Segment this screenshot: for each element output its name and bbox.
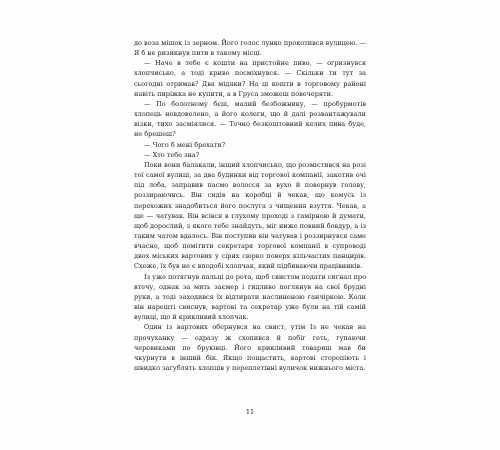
paragraph-8: Один із вартових обернувся на свист, утім Із не чекав на прочуханку — одразу ж схопився й побіг геть, гупаючи черевиками по бруківці. Його крикливий товариш мав би чкурнути в інший бік. Якщо пощастить, вартові сторопіють і швидко загублять хлопців у переплетінні вуличок нижнього міста. xyxy=(134,323,366,372)
text-column xyxy=(134,38,366,373)
paragraph-5: — Хто тебе зна? xyxy=(144,150,200,159)
paragraph-4: — Чого б мені брехати? xyxy=(144,140,226,149)
paragraph-7: Із уже потягнув пальці до рота, щоб свистом подати сигнал про втечу, однак за мить заємер і гидливо поглянув на свої брудні руки, а тоді заходився їх відтирати наслиненою ганчіркою. Коли він нарешті свиснув, вартові та секретар уже були на тій самій вулиці, що й крикливий хлопчак. xyxy=(134,272,366,322)
paragraph-1: до воза мішок із зерном. Його голос лунко прокотився вулицею. — Я б не ризикнув пити в такому місці. xyxy=(134,39,366,58)
page-number: 11 xyxy=(245,408,255,416)
paragraph-3: — По болотному бєш, малий безбожнику, — пробурмотів хлопець невдоволено, а його колеги, що й далі розвантажували візки, тихо засміялися. — Точно безкоштовний келих пива буде, не брешеш? xyxy=(134,99,366,139)
paragraph-2: — Наче в тебе є кошти на пристойне пиво, — огризнувся хлопчисько, а тоді криво посміхнувся. — Скільки ти тут за сьогодні отримав? Два мідяки? На ці кошти в торговому районі навіть пиріжка не купити, а в Груса зможеш повечеряти. xyxy=(134,59,366,98)
paragraph-6: Поки вони балакали, інший хлопчисько, що розмістився на розі тої самої вулиці, за два будинки від торгової компанії, закотив очі під лоба, заправив пасмо волосся за вухо й повернув голову, роззираючись. Він сидів на коробці й чекав, що комусь із перехожих знадобиться його послуга з чищення взуття. Чекав, а ще — чатував. Він всівся в глухому проході з гамірною й думати, щоб дорослий, з якого тебе знайдуть, міг ниже повний бовдур, а із таким чатом вдалось. Він поступив він чатував і роззирнувся саме вчасно, щоб помітити секретаря торгової компанії в супроводі двох міських вартових у сірих сюрко поверх кільчастих панцирів. Схоже, їх був не є вподобі хлопчак, який підбиваючи працівників. xyxy=(134,160,366,271)
